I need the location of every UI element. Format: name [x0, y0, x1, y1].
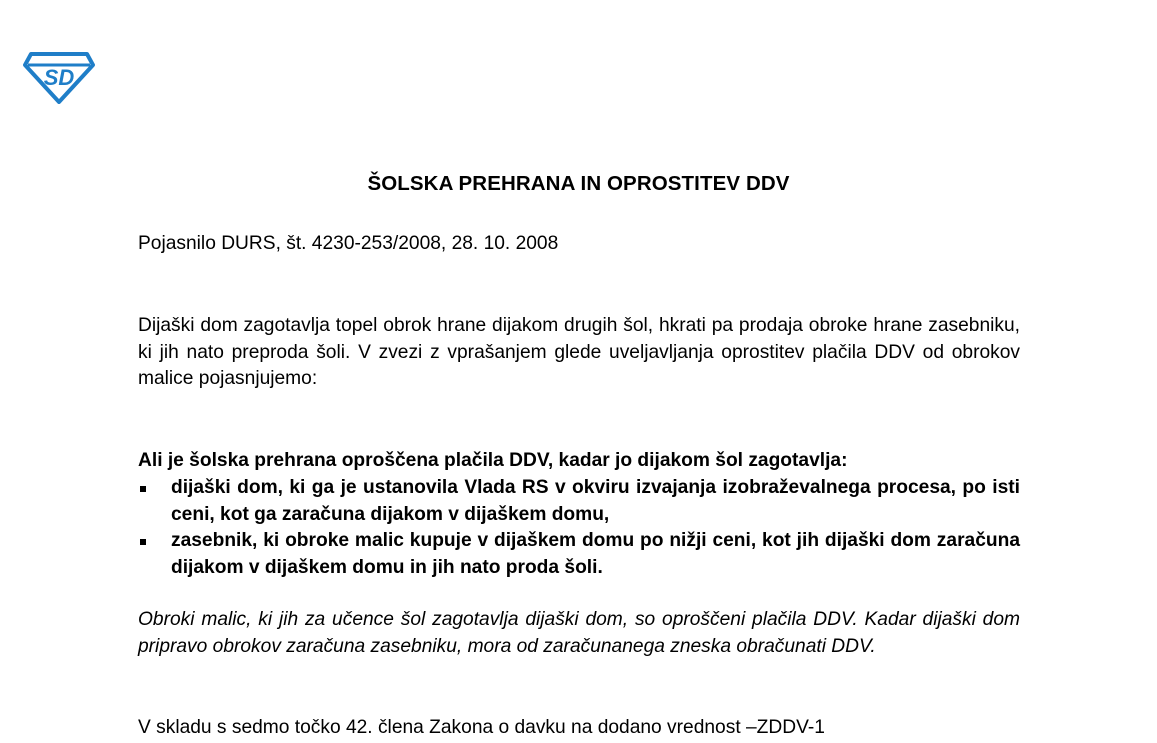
- bullet-text: dijaški dom, ki ga je ustanovila Vlada RS v okviru izvajanja izobraževalnega procesa, po isti ceni, kot ga zaračuna dijakom v dijaškem domu,: [171, 477, 1020, 525]
- square-bullet-icon: [140, 486, 146, 492]
- intro-paragraph: Dijaški dom zagotavlja topel obrok hrane dijakom drugih šol, hkrati pa prodaja obroke hrane zasebniku, ki jih nato preproda šoli. V zvezi z vprašanjem glede uveljavljanja oprostitev plačila DDV od obrokov malice pojasnjujemo:: [138, 315, 1020, 390]
- question-bullet-item: [138, 475, 1020, 528]
- question-bullet-item: [138, 528, 1020, 581]
- legal-paragraph-start: V skladu s sedmo točko 42. člena Zakona o davku na dodano vrednost –ZDDV-1: [138, 717, 825, 738]
- document-reference: Pojasnilo DURS, št. 4230-253/2008, 28. 10. 2008: [138, 233, 559, 254]
- question-bullet-list: [138, 475, 1020, 582]
- diamond-logo-icon: [22, 50, 96, 104]
- bullet-text: zasebnik, ki obroke malic kupuje v dijaškem domu po nižji ceni, kot jih dijaški dom zaračuna dijakom v dijaškem domu in jih nato proda šoli.: [171, 530, 1020, 579]
- sd-logo-icon: [22, 50, 96, 104]
- logo-letters: SD: [43, 65, 75, 90]
- answer-paragraph: Obroki malic, ki jih za učence šol zagotavlja dijaški dom, so oproščeni plačila DDV. Kadar dijaški dom pripravo obrokov zaračuna zasebniku, mora od zaračunanega zneska obračunati DDV.: [138, 609, 1020, 657]
- square-bullet-icon: [140, 539, 146, 545]
- question-heading: Ali je šolska prehrana oproščena plačila DDV, kadar jo dijakom šol zagotavlja:: [138, 450, 848, 471]
- document-title: ŠOLSKA PREHRANA IN OPROSTITEV DDV: [367, 172, 790, 195]
